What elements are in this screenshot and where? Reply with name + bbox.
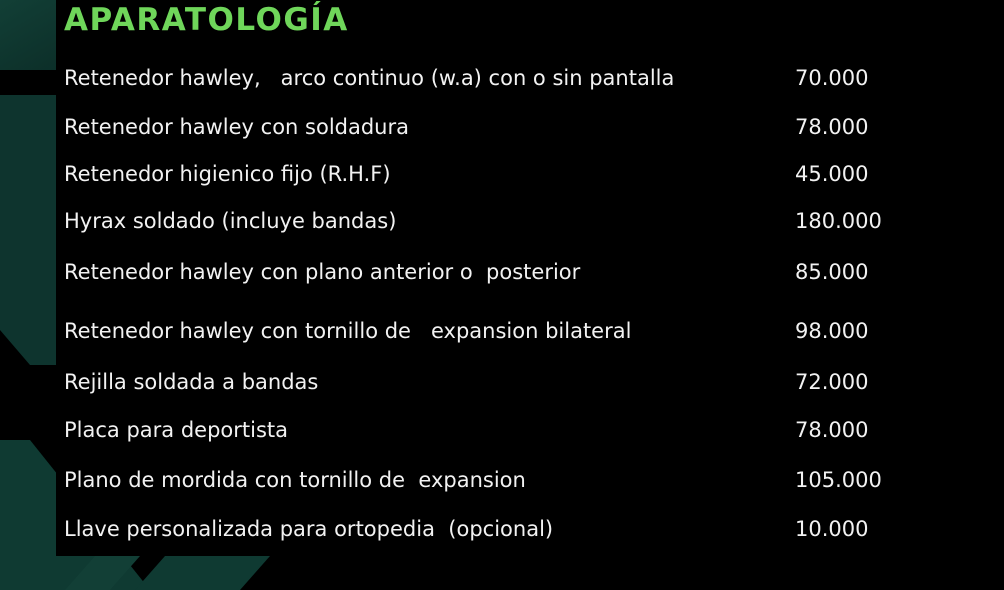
item-price: 85.000 (795, 260, 869, 284)
item-description: Retenedor hawley con soldadura (64, 115, 409, 139)
item-price: 78.000 (795, 418, 869, 442)
item-description: Retenedor higienico fijo (R.H.F) (64, 162, 391, 186)
item-price: 10.000 (795, 517, 869, 541)
item-description: Hyrax soldado (incluye bandas) (64, 209, 397, 233)
price-row (64, 256, 964, 288)
item-description: Placa para deportista (64, 418, 289, 442)
price-row (64, 315, 964, 347)
item-description: Retenedor hawley, arco continuo (w.a) con o sin pantalla (64, 66, 675, 90)
item-price: 180.000 (795, 209, 882, 233)
price-row (64, 205, 964, 237)
item-description: Rejilla soldada a bandas (64, 370, 319, 394)
item-description: Llave personalizada para ortopedia (opcional) (64, 517, 554, 541)
price-row (64, 62, 964, 94)
item-description: Retenedor hawley con plano anterior o posterior (64, 260, 581, 284)
item-description: Plano de mordida con tornillo de expansion (64, 468, 526, 492)
price-row (64, 366, 964, 398)
decor-shape-left-band (0, 95, 56, 365)
price-row (64, 111, 964, 143)
price-row (64, 464, 964, 496)
item-price: 78.000 (795, 115, 869, 139)
item-price: 98.000 (795, 319, 869, 343)
section-title: APARATOLOGÍA (64, 2, 349, 38)
item-price: 45.000 (795, 162, 869, 186)
price-row (64, 513, 964, 545)
item-price: 70.000 (795, 66, 869, 90)
item-price: 72.000 (795, 370, 869, 394)
item-description: Retenedor hawley con tornillo de expansion bilateral (64, 319, 632, 343)
decor-chevron-bottom-2 (135, 556, 270, 590)
price-row (64, 414, 964, 446)
price-row (64, 158, 964, 190)
item-price: 105.000 (795, 468, 882, 492)
